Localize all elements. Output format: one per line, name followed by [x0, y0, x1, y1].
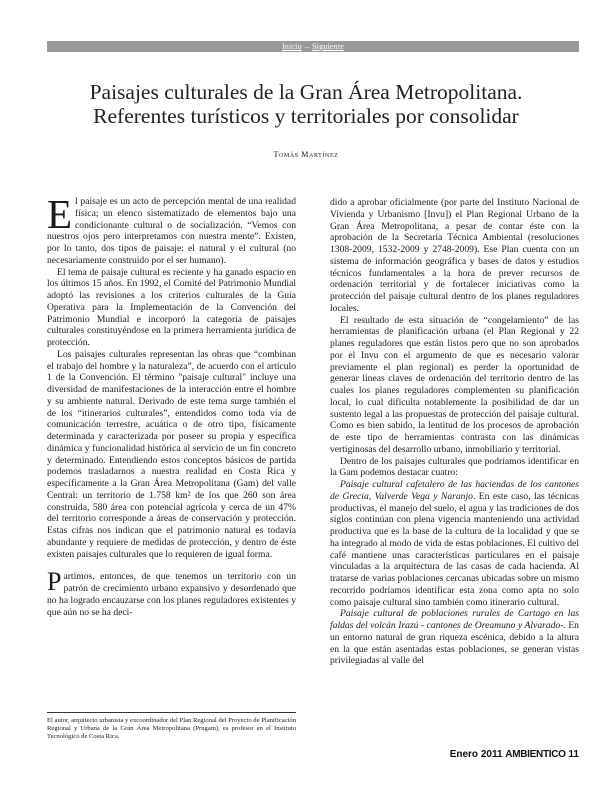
next-link[interactable]: Siguiente [312, 42, 345, 51]
paragraph: dido a aprobar oficialmente (por parte del Instituto Nacional de Vivienda y Urbanismo [Invu]) el Plan Regional Urbano de la Gran Área Metropolitana, a pesar de contar éste con la aprobación de la Secretaría Técnica Ambiental (resoluciones 1308-2009, 1532-2009 y 2748-2009). Ese Plan cuenta con un sistema de información geográfica y bases de datos y estudios técnicos fundamentales a la hora de prever recursos de ordenación territorial y de fortalecer iniciativas como la protección del paisaje cultural dentro de los planes reguladores locales. [330, 197, 579, 314]
home-link[interactable]: Inicio [281, 42, 302, 51]
paragraph-landscape-2 [330, 608, 579, 667]
article-author: Tomás Martínez [273, 150, 339, 159]
paragraph-text: . En este caso, las técnicas productivas, el manejo del suelo, el agua y las tradiciones de dos siglos continúan con plena vigencia manteniendo una actividad productiva que es la base de la cultura de la localidad y que se ha integrado al modo de vida de estas poblaciones. El cultivo del café mantiene unas características particulares en el paisaje vinculadas a la arquitectura de las casas de cada hacienda. Al tratarse de varias poblaciones cercanas ubicadas sobre un mismo recorrido podríamos identificar esta zona como apta no solo como paisaje cultural sino también como itinerario cultural. [330, 490, 579, 608]
navigation-bar [47, 41, 579, 52]
author-footnote: El autor, arquitecto urbanista y excoordinador del Plan Regional del Proyecto de Planificación Regional y Urbana de la Gran Área Metropolitana (Prugam), es profesor en el Instituto Tecnológico de Costa Rica. [47, 717, 296, 741]
drop-cap: E [47, 191, 73, 237]
landscape-heading: Paisaje cultural cafetalero de las haciendas de los cantones de Grecia, Valverde Vega y Naranjo [330, 479, 579, 502]
paragraph: El tema de paisaje cultural es reciente y ha ganado espacio en los últimos 15 años. En 1992, el Comité del Patrimonio Mundial adoptó las revisiones a los criterios culturales de la Guía Operativa para la Implementación de la Convención del Patrimonio Mundial e incorporó la categoría de paisajes culturales constituyéndose en la primera herramienta jurídica de protección. [47, 266, 296, 348]
drop-cap: P [47, 567, 62, 597]
nav-separator: – [304, 42, 310, 51]
page-footer [450, 749, 579, 760]
paragraph: El resultado de esta situación de “congelamiento” de las herramientas de planificación urbana (el Plan Regional y 22 planes reguladores que están listos pero que no son aprobados por el Invu con el argumento de que es necesario valorar previamente el plan regional) es perder la oportunidad de generar líneas claves de ordenación del territorio dentro de las cuales los planes reguladores complementen su planificación local, lo cual dificulta notablemente la posibilidad de dar un sustento legal a las propuestas de protección del paisaje cultural. Como es bien sabido, la lentitud de los procesos de aprobación de este tipo de herramientas contrasta con las dinámicas vertiginosas del desarrollo urbano, inmobiliario y territorial. [330, 314, 579, 455]
article-title-line-2: Referentes turísticos y territoriales por consolidar [93, 104, 519, 128]
paragraph-section-start [47, 567, 296, 618]
paragraph-landscape-1 [330, 479, 579, 608]
issue-date: Enero 2011 [449, 749, 503, 760]
paragraph: Los paisajes culturales representan las obras que “combinan el trabajo del hombre y la naturaleza”, de acuerdo con el artículo 1 de la Convención. El término "paisaje cultural" incluye una diversidad de manifestaciones de la interacción entre el hombre y su ambiente natural. Derivado de este tema surge también el de los “itinerarios culturales”, entendidos como toda vía de comunicación terrestre, acuática o de otro tipo, físicamente determinada y caracterizada por poseer su propia y específica dinámica y funcionalidad histórica al servicio de un fin concreto y determinado. Entendiendo estos conceptos básicos de partida podemos trasladarnos a nuestra realidad en Costa Rica y específicamente a la Gran Área Metropolitana (Gam) del valle Central: un territorio de 1.758 km² de los que 260 son área construida, 580 área con potencial agrícola y cerca de un 47% del territorio corresponde a áreas de conservación y protección. Estas cifras nos indican que el patrimonio natural es todavía abundante y requiere de medidas de protección, y dentro de éste existen paisajes culturales que lo requieren de igual forma. [47, 348, 296, 560]
article-title-line-1: Paisajes culturales de la Gran Área Metropolitana. [89, 80, 523, 104]
right-column [330, 197, 579, 667]
paragraph-text: artimos, entonces, de que tenemos un territorio con un patrón de crecimiento urbano expansivo y desordenado que no ha logrado encauzarse con los planes reguladores existentes y que aún no se ha deci- [47, 571, 296, 618]
landscape-heading: Paisaje cultural de poblaciones rurales de Cartago en las faldas del volcán Irazú - cantones de Oreamuno y Alvarado- [330, 608, 579, 631]
page-number: 11 [568, 749, 579, 760]
paragraph-text: . En un entorno natural de gran riqueza escénica, debido a la altura en la que están asentadas estas poblaciones, se generan vistas privilegiadas al valle del [330, 620, 579, 667]
footnote-divider [47, 712, 296, 713]
left-column [47, 191, 296, 618]
paragraph-intro [47, 191, 296, 267]
magazine-brand: AMBIENTICO [505, 749, 566, 760]
paragraph-text: l paisaje es un acto de percepción mental de una realidad física; un elenco sistematizado de elementos bajo una condicionante cultural o de socialización. “Vemos con nuestros ojos pero interpretamos con nuestra mente”. Existen, por lo tanto, dos tipos de paisaje: el natural y el cultural (no necesariamente construido por el ser humano). [47, 196, 296, 266]
paragraph: Dentro de los paisajes culturales que podríamos identificar en la Gam podemos destacar cuatro: [330, 455, 579, 479]
